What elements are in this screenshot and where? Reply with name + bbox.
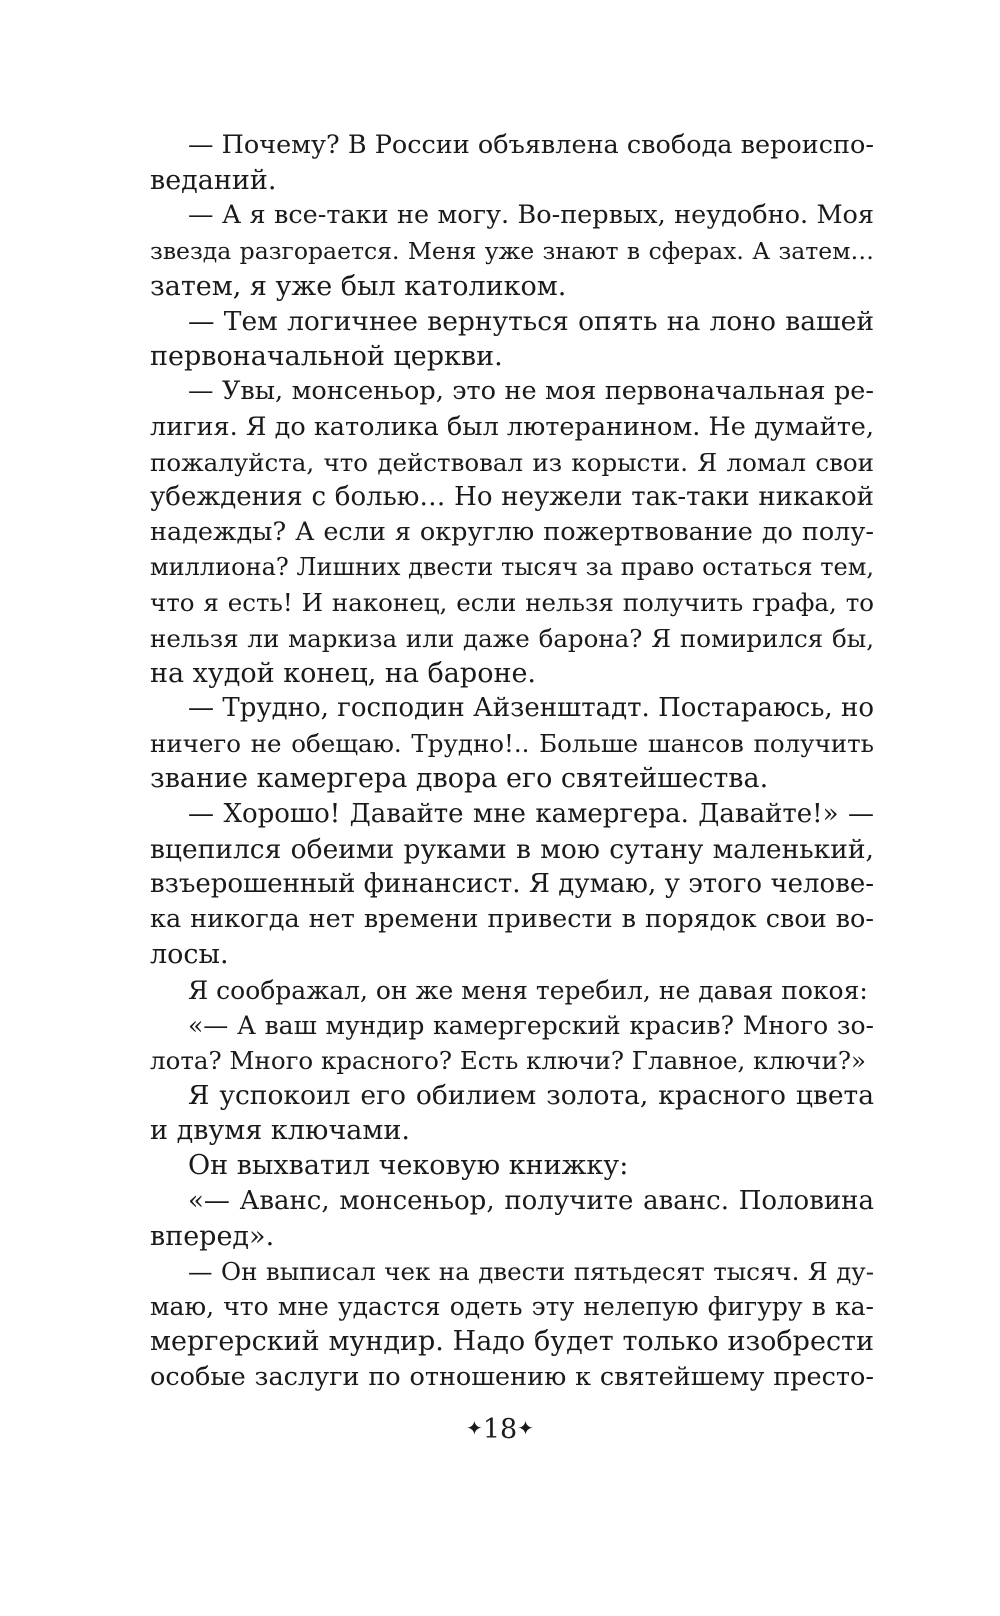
text-line: — Хорошо! Давайте мне камергера. Давайте!» — — [188, 798, 874, 829]
text-line: ничего не обещаю. Трудно!.. Больше шансов получить — [150, 729, 874, 759]
text-line: взъерошенный финансист. Я думаю, у этого челове- — [150, 868, 874, 899]
text-line: — А я все-таки не могу. Во-первых, неудобно. Моя — [188, 200, 874, 231]
text-line: — Тем логичнее вернуться опять на лоно вашей — [188, 305, 874, 337]
text-line: пожалуйста, что действовал из корысти. Я ломал свои — [150, 447, 874, 477]
text-line: звание камергера двора его святейшества. — [150, 763, 769, 795]
text-line: звезда разгорается. Меня уже знают в сферах. А затем… — [150, 236, 874, 265]
text-line: убеждения с болью… Но неужели так-таки никакой — [150, 481, 874, 512]
text-line: миллиона? Лишних двести тысяч за право остаться тем, — [150, 553, 874, 582]
text-line: первоначальной церкви. — [150, 341, 503, 373]
text-line: маю, что мне удастся одеть эту нелепую фигуру в ка- — [150, 1292, 874, 1322]
text-line: нельзя ли маркиза или даже барона? Я помирился бы, — [150, 623, 874, 653]
text-line: «— А ваш мундир камергерский красив? Много зо- — [188, 1010, 874, 1040]
text-line: «— Аванс, монсеньор, получите аванс. Половина — [188, 1185, 874, 1216]
text-line: — Увы, монсеньор, это не моя первоначальная ре- — [188, 376, 874, 407]
text-line: на худой конец, на бароне. — [150, 657, 537, 689]
page-footer — [0, 1414, 1000, 1445]
text-line: вперед». — [150, 1220, 275, 1252]
text-line: ка никогда нет времени привести в порядок свои во- — [150, 904, 874, 935]
text-line: вцепился обеими руками в мою сутану маленький, — [150, 833, 874, 865]
text-line: что я есть! И наконец, если нельзя получить графа, то — [150, 588, 874, 618]
text-line: Он выхватил чековую книжку: — [188, 1150, 629, 1182]
text-line: и двумя ключами. — [150, 1115, 410, 1147]
text-line: веданий. — [150, 165, 277, 197]
text-line: Я успокоил его обилием золота, красного цвета — [188, 1080, 874, 1112]
text-line: — Почему? В России объявлена свобода вероиспо- — [188, 130, 874, 160]
text-line: мергерский мундир. Надо будет только изобрести — [150, 1326, 874, 1358]
text-line: особые заслуги по отношению к святейшему престо- — [150, 1361, 874, 1392]
ornament-left-icon: ✦ — [466, 1416, 483, 1440]
text-line: лигия. Я до католика был лютеранином. Не думайте, — [150, 411, 874, 442]
text-line: — Трудно, господин Айзенштадт. Постараюсь, но — [188, 693, 874, 723]
text-line: лосы. — [150, 939, 229, 971]
text-line: — Он выписал чек на двести пятьдесят тысяч. Я ду- — [188, 1257, 874, 1286]
page-number: 18 — [482, 1414, 518, 1445]
text-line: Я соображал, он же меня теребил, не давая покоя: — [188, 975, 868, 1005]
text-line: затем, я уже был католиком. — [150, 270, 567, 302]
text-line: лота? Много красного? Есть ключи? Главное, ключи?» — [150, 1045, 866, 1075]
body-text — [150, 128, 874, 1395]
ornament-right-icon: ✦ — [517, 1416, 534, 1440]
text-line: надежды? А если я округлю пожертвование до полу- — [150, 517, 874, 548]
